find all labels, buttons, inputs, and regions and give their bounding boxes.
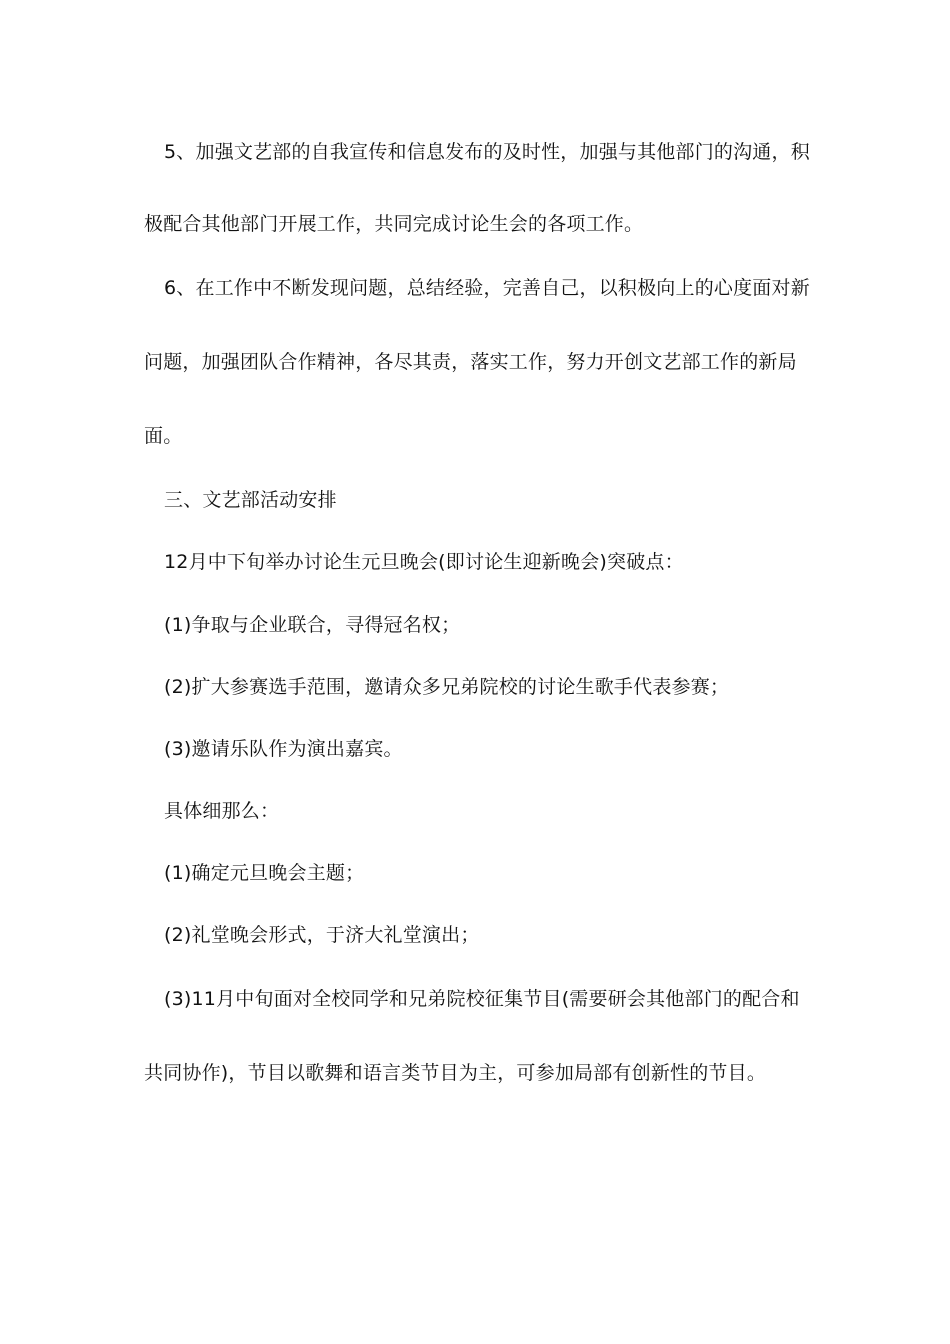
paragraph-6-line-2: 问题，加强团队合作精神，各尽其责，落实工作，努力开创文艺部工作的新局 <box>144 351 797 373</box>
breakthrough-item-2: (2)扩大参赛选手范围，邀请众多兄弟院校的讨论生歌手代表参赛； <box>164 676 730 698</box>
paragraph-5-line-2: 极配合其他部门开展工作，共同完成讨论生会的各项工作。 <box>144 213 644 235</box>
event-intro: 12月中下旬举办讨论生元旦晚会(即讨论生迎新晚会)突破点： <box>164 551 684 573</box>
detail-item-3-line-2: 共同协作)，节目以歌舞和语言类节目为主，可参加局部有创新性的节目。 <box>144 1062 767 1084</box>
paragraph-5-line-1: 5、加强文艺部的自我宣传和信息发布的及时性，加强与其他部门的沟通，积 <box>164 141 810 163</box>
paragraph-6-line-3: 面。 <box>144 425 183 447</box>
breakthrough-item-1: (1)争取与企业联合，寻得冠名权； <box>164 614 461 636</box>
details-heading: 具体细那么： <box>164 800 280 822</box>
paragraph-6-line-1: 6、在工作中不断发现问题，总结经验，完善自己，以积极向上的心度面对新 <box>164 277 810 299</box>
breakthrough-item-3: (3)邀请乐队作为演出嘉宾。 <box>164 738 403 760</box>
section-heading: 三、文艺部活动安排 <box>164 489 337 511</box>
detail-item-2: (2)礼堂晚会形式，于济大礼堂演出； <box>164 924 480 946</box>
detail-item-1: (1)确定元旦晚会主题； <box>164 862 365 884</box>
detail-item-3-line-1: (3)11月中旬面对全校同学和兄弟院校征集节目(需要研会其他部门的配合和 <box>164 988 800 1010</box>
